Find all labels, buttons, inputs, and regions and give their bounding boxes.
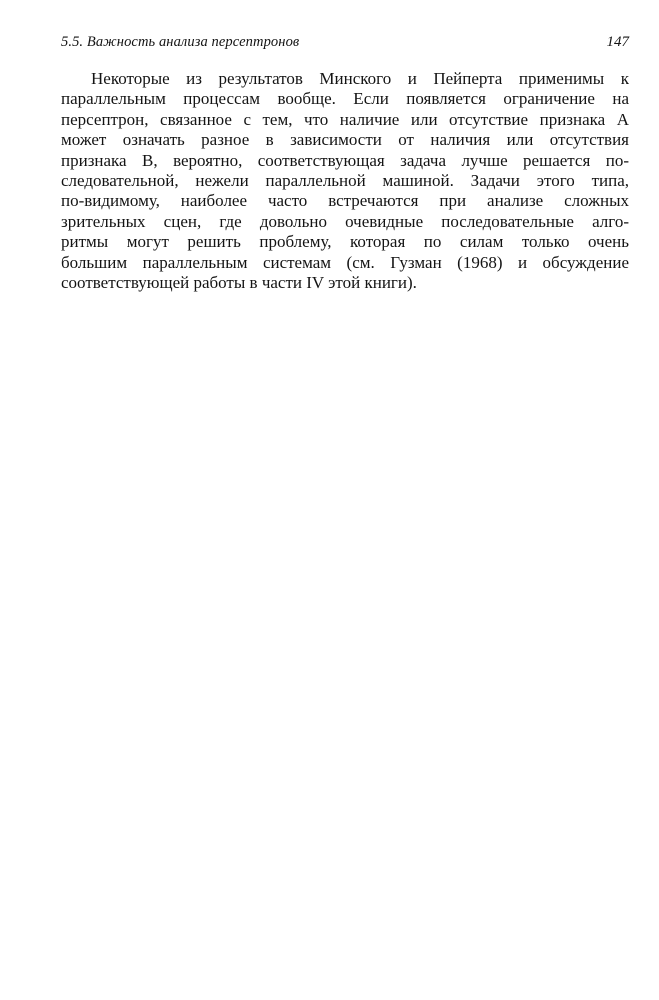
text-line: по-видимому, наиболее часто встречаются при анализе сложных bbox=[61, 191, 629, 211]
running-title: 5.5. Важность анализа персептронов bbox=[61, 34, 300, 50]
text-line: признака B, вероятно, соответствующая задача лучше решается по- bbox=[61, 150, 629, 170]
text-line: соответствующей работы в части IV этой книги). bbox=[61, 272, 417, 292]
body-paragraph bbox=[61, 69, 629, 293]
text-line: персептрон, связанное с тем, что наличие или отсутствие признака A bbox=[61, 109, 629, 129]
text-line: параллельным процессам вообще. Если появляется ограничение на bbox=[61, 89, 629, 109]
text-line: зрительных сцен, где довольно очевидные последовательные алго- bbox=[61, 211, 629, 231]
text-line: может означать разное в зависимости от наличия или отсутствия bbox=[61, 130, 629, 150]
text-line: Некоторые из результатов Минского и Пейперта применимы к bbox=[91, 69, 629, 88]
text-line: ритмы могут решить проблему, которая по силам только очень bbox=[61, 232, 629, 252]
text-line: большим параллельным системам (см. Гузман (1968) и обсуждение bbox=[61, 252, 629, 272]
text-line: следовательной, нежели параллельной машиной. Задачи этого типа, bbox=[61, 170, 629, 190]
running-head bbox=[61, 34, 629, 56]
page-number: 147 bbox=[606, 34, 629, 50]
